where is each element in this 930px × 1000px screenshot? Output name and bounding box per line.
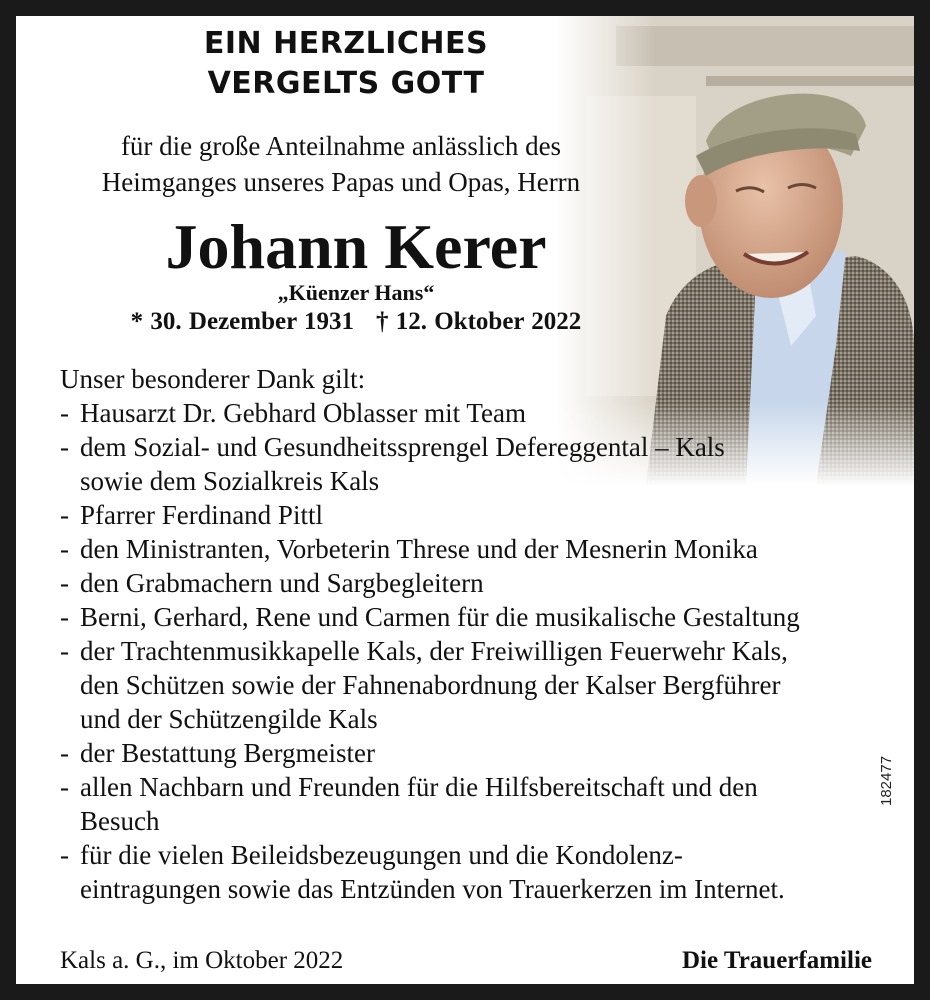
life-dates xyxy=(16,307,696,337)
list-item: - Hausarzt Dr. Gebhard Oblasser mit Team xyxy=(60,398,526,428)
list-item: - allen Nachbarn und Freunden für die Hilfsbereitschaft und den Besuch xyxy=(60,772,758,836)
intro-line-2: Heimganges unseres Papas und Opas, Herrn xyxy=(101,167,581,197)
list-item-text: Berni, Gerhard, Rene und Carmen für die musikalische Gestaltung xyxy=(80,602,800,632)
list-item-text: den Ministranten, Vorbeterin Threse und der Mesnerin Monika xyxy=(80,534,758,564)
death-date: † 12. Oktober 2022 xyxy=(375,308,582,335)
list-item: - dem Sozial- und Gesundheitssprengel Defereggental – Kals sowie dem Sozialkreis Kals xyxy=(60,432,725,496)
ad-code: 182477 xyxy=(878,755,895,806)
list-item-text: der Bestattung Bergmeister xyxy=(80,738,375,768)
list-item-text: allen Nachbarn und Freunden für die Hilfsbereitschaft und den Besuch xyxy=(80,772,758,836)
deceased-name: Johann Kerer xyxy=(165,211,547,282)
list-item-text: Hausarzt Dr. Gebhard Oblasser mit Team xyxy=(80,398,526,428)
list-item: - der Trachtenmusikkapelle Kals, der Freiwilligen Feuerwehr Kals, den Schützen sowie der Fahnenabordnung der Kalser Bergführer und der Schützengilde Kals xyxy=(60,636,788,734)
intro-line-1: für die große Anteilnahme anlässlich des xyxy=(120,131,562,161)
signature: Die Trauerfamilie xyxy=(682,947,872,974)
obituary-card xyxy=(16,16,914,984)
list-item-text: dem Sozial- und Gesundheitssprengel Defereggental – Kals sowie dem Sozialkreis Kals xyxy=(80,432,725,496)
list-item: - den Grabmachern und Sargbegleitern xyxy=(60,568,484,598)
list-item: - Pfarrer Ferdinand Pittl xyxy=(60,500,323,530)
birth-date: * 30. Dezember 1931 xyxy=(130,308,354,335)
intro-text xyxy=(16,128,666,200)
deceased-nickname: „Küenzer Hans“ xyxy=(277,280,435,305)
list-item: - der Bestattung Bergmeister xyxy=(60,738,375,768)
thanks-list xyxy=(60,396,900,906)
list-item-text: der Trachtenmusikkapelle Kals, der Freiwilligen Feuerwehr Kals, den Schützen sowie der Fahnenabordnung der Kalser Bergführer und der Schützengilde Kals xyxy=(80,636,788,734)
list-item-text: den Grabmachern und Sargbegleitern xyxy=(80,568,484,598)
heading-line-2: VERGELTS GOTT xyxy=(207,66,485,101)
list-item: - den Ministranten, Vorbeterin Threse und der Mesnerin Monika xyxy=(60,534,758,564)
list-item: - für die vielen Beileidsbezeugungen und die Kondolenz- eintragungen sowie das Entzünden von Trauerkerzen im Internet. xyxy=(60,840,785,904)
list-item: - Berni, Gerhard, Rene und Carmen für die musikalische Gestaltung xyxy=(60,602,800,632)
list-item-text: für die vielen Beileidsbezeugungen und die Kondolenz- eintragungen sowie das Entzünden von Trauerkerzen im Internet. xyxy=(80,840,785,904)
thanks-intro: Unser besonderer Dank gilt: xyxy=(60,364,366,394)
heading-line-1: EIN HERZLICHES xyxy=(203,26,489,61)
place-and-date: Kals a. G., im Oktober 2022 xyxy=(60,947,344,974)
list-item-text: Pfarrer Ferdinand Pittl xyxy=(80,500,323,530)
